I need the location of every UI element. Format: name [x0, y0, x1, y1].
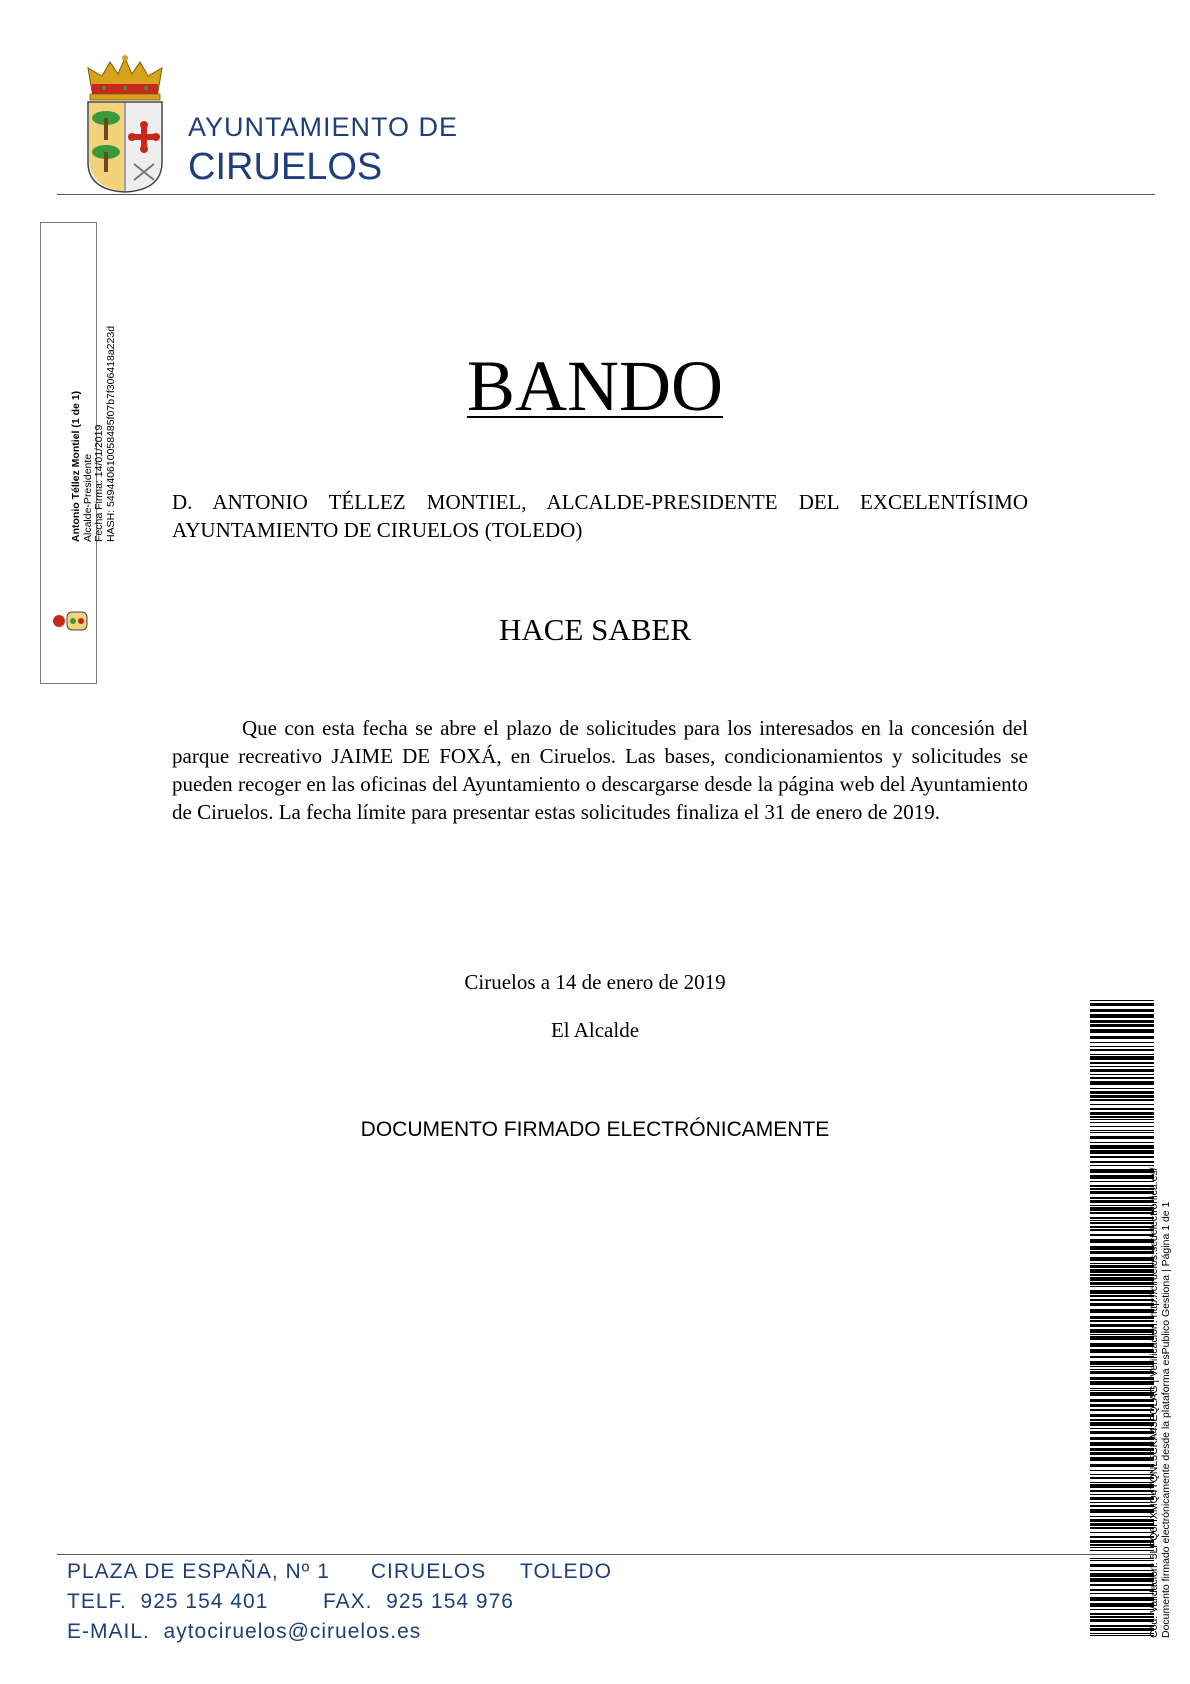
- header-divider: [57, 194, 1155, 195]
- intro-paragraph: D. ANTONIO TÉLLEZ MONTIEL, ALCALDE-PRESIDENTE DEL EXCELENTÍSIMO AYUNTAMIENTO DE CIRUELOS (TOLEDO): [172, 490, 1028, 542]
- verification-platform: Documento firmado electrónicamente desde la plataforma esPublico Gestiona | Página 1 de 1: [1160, 1201, 1172, 1638]
- signature-date: Fecha Firma: 14/01/2019: [93, 424, 105, 542]
- document-title: [0, 345, 1190, 428]
- footer-address: PLAZA DE ESPAÑA, Nº 1 CIRUELOS TOLEDO: [67, 1560, 612, 1583]
- header-org-name: CIRUELOS: [188, 146, 383, 188]
- header-org-line1: AYUNTAMIENTO DE: [188, 112, 459, 142]
- footer-email: E-MAIL. aytociruelos@ciruelos.es: [67, 1620, 422, 1643]
- verification-code: Cód. Validación: 5LPQ6HXMQ4YQNL5CKA43EQLAG | Verificación: http://ciruelos.sedelectronica.es/: [1148, 1167, 1160, 1638]
- validation-barcode: [1090, 1000, 1154, 1636]
- signature-hash: HASH: 549440610058485f07b7f306418a223d: [104, 325, 117, 542]
- signer-role: Alcalde-Presidente: [81, 453, 94, 542]
- coat-of-arms-logo: [84, 54, 166, 194]
- section-heading: HACE SABER: [498, 612, 692, 647]
- verification-text: [1148, 1167, 1172, 1638]
- footer-divider: [57, 1554, 1155, 1555]
- place-date: Ciruelos a 14 de enero de 2019: [464, 970, 726, 994]
- document-title-text: BANDO: [466, 346, 723, 426]
- footer-phones: TELF. 925 154 401 FAX. 925 154 976: [67, 1590, 514, 1613]
- signer-title: El Alcalde: [550, 1018, 640, 1042]
- body-paragraph: Que con esta fecha se abre el plazo de solicitudes para los interesados en la concesión del parque recreativo JAIME DE FOXÁ, en Ciruelos. Las bases, condicionamientos y solicitudes se pueden recoger en las oficinas del Ayuntamiento o descargarse desde la página web del Ayuntamiento de Ciruelos. La fecha límite para presentar estas solicitudes finaliza el 31 de enero de 2019.: [172, 716, 1028, 824]
- signer-name: Antonio Téllez Montiel (1 de 1): [70, 390, 82, 542]
- electronic-signature-note: DOCUMENTO FIRMADO ELECTRÓNICAMENTE: [360, 1118, 830, 1141]
